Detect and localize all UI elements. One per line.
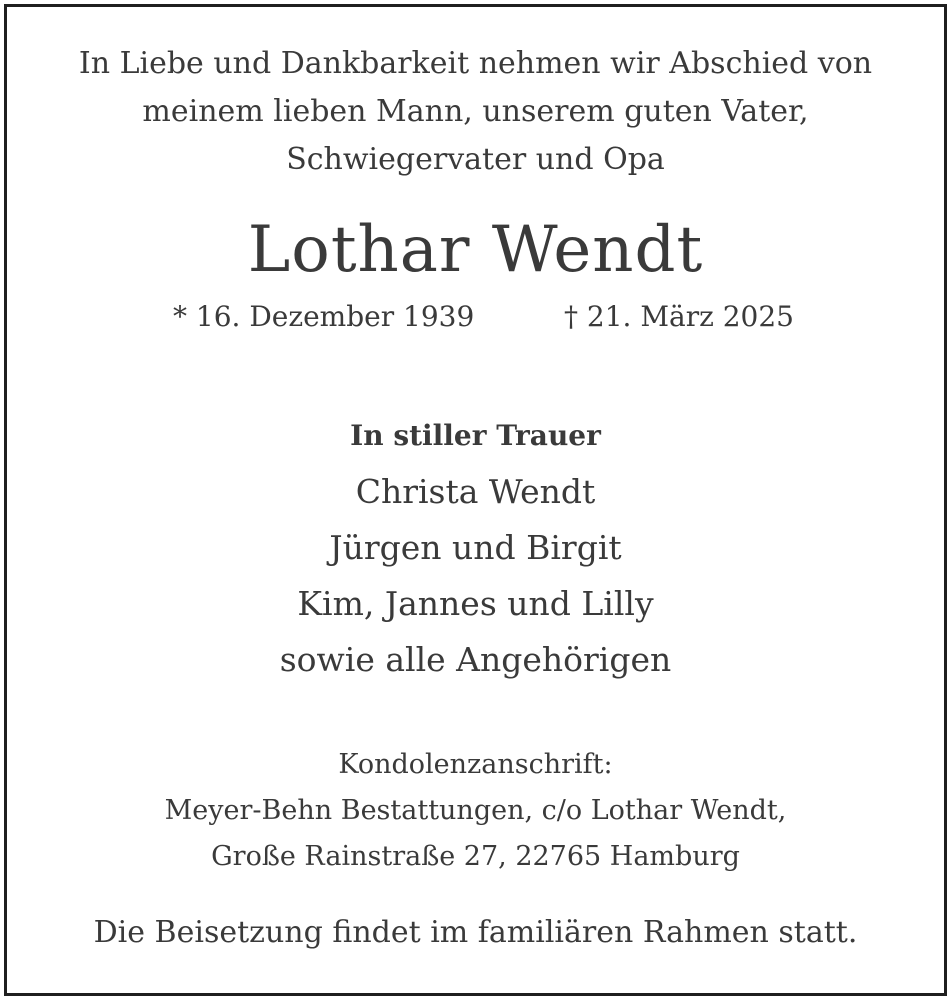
intro-line-2: meinem lieben Mann, unserem guten Vater,	[142, 94, 809, 129]
obituary-notice	[4, 4, 947, 996]
mourner-line: Kim, Jannes und Lilly	[297, 584, 654, 623]
mourning-heading: In stiller Trauer	[350, 419, 601, 452]
condolence-address-line-2: Große Rainstraße 27, 22765 Hamburg	[211, 841, 740, 872]
birth-date: * 16. Dezember 1939	[173, 300, 475, 333]
deceased-name: Lothar Wendt	[247, 213, 704, 287]
life-dates	[7, 297, 944, 337]
condolence-address-line-1: Meyer-Behn Bestattungen, c/o Lothar Wendt,	[164, 795, 787, 826]
mourner-line: Jürgen und Birgit	[329, 528, 622, 567]
condolence-label: Kondolenzanschrift:	[338, 749, 613, 780]
mourner-line: sowie alle Angehörigen	[279, 640, 672, 679]
intro-line-3: Schwiegervater und Opa	[286, 142, 665, 177]
intro-line-1: In Liebe und Dankbarkeit nehmen wir Abschied von	[78, 46, 873, 81]
death-date: † 21. März 2025	[564, 300, 794, 333]
burial-note: Die Beisetzung findet im familiären Rahmen statt.	[93, 915, 858, 950]
mourner-line: Christa Wendt	[355, 472, 596, 511]
